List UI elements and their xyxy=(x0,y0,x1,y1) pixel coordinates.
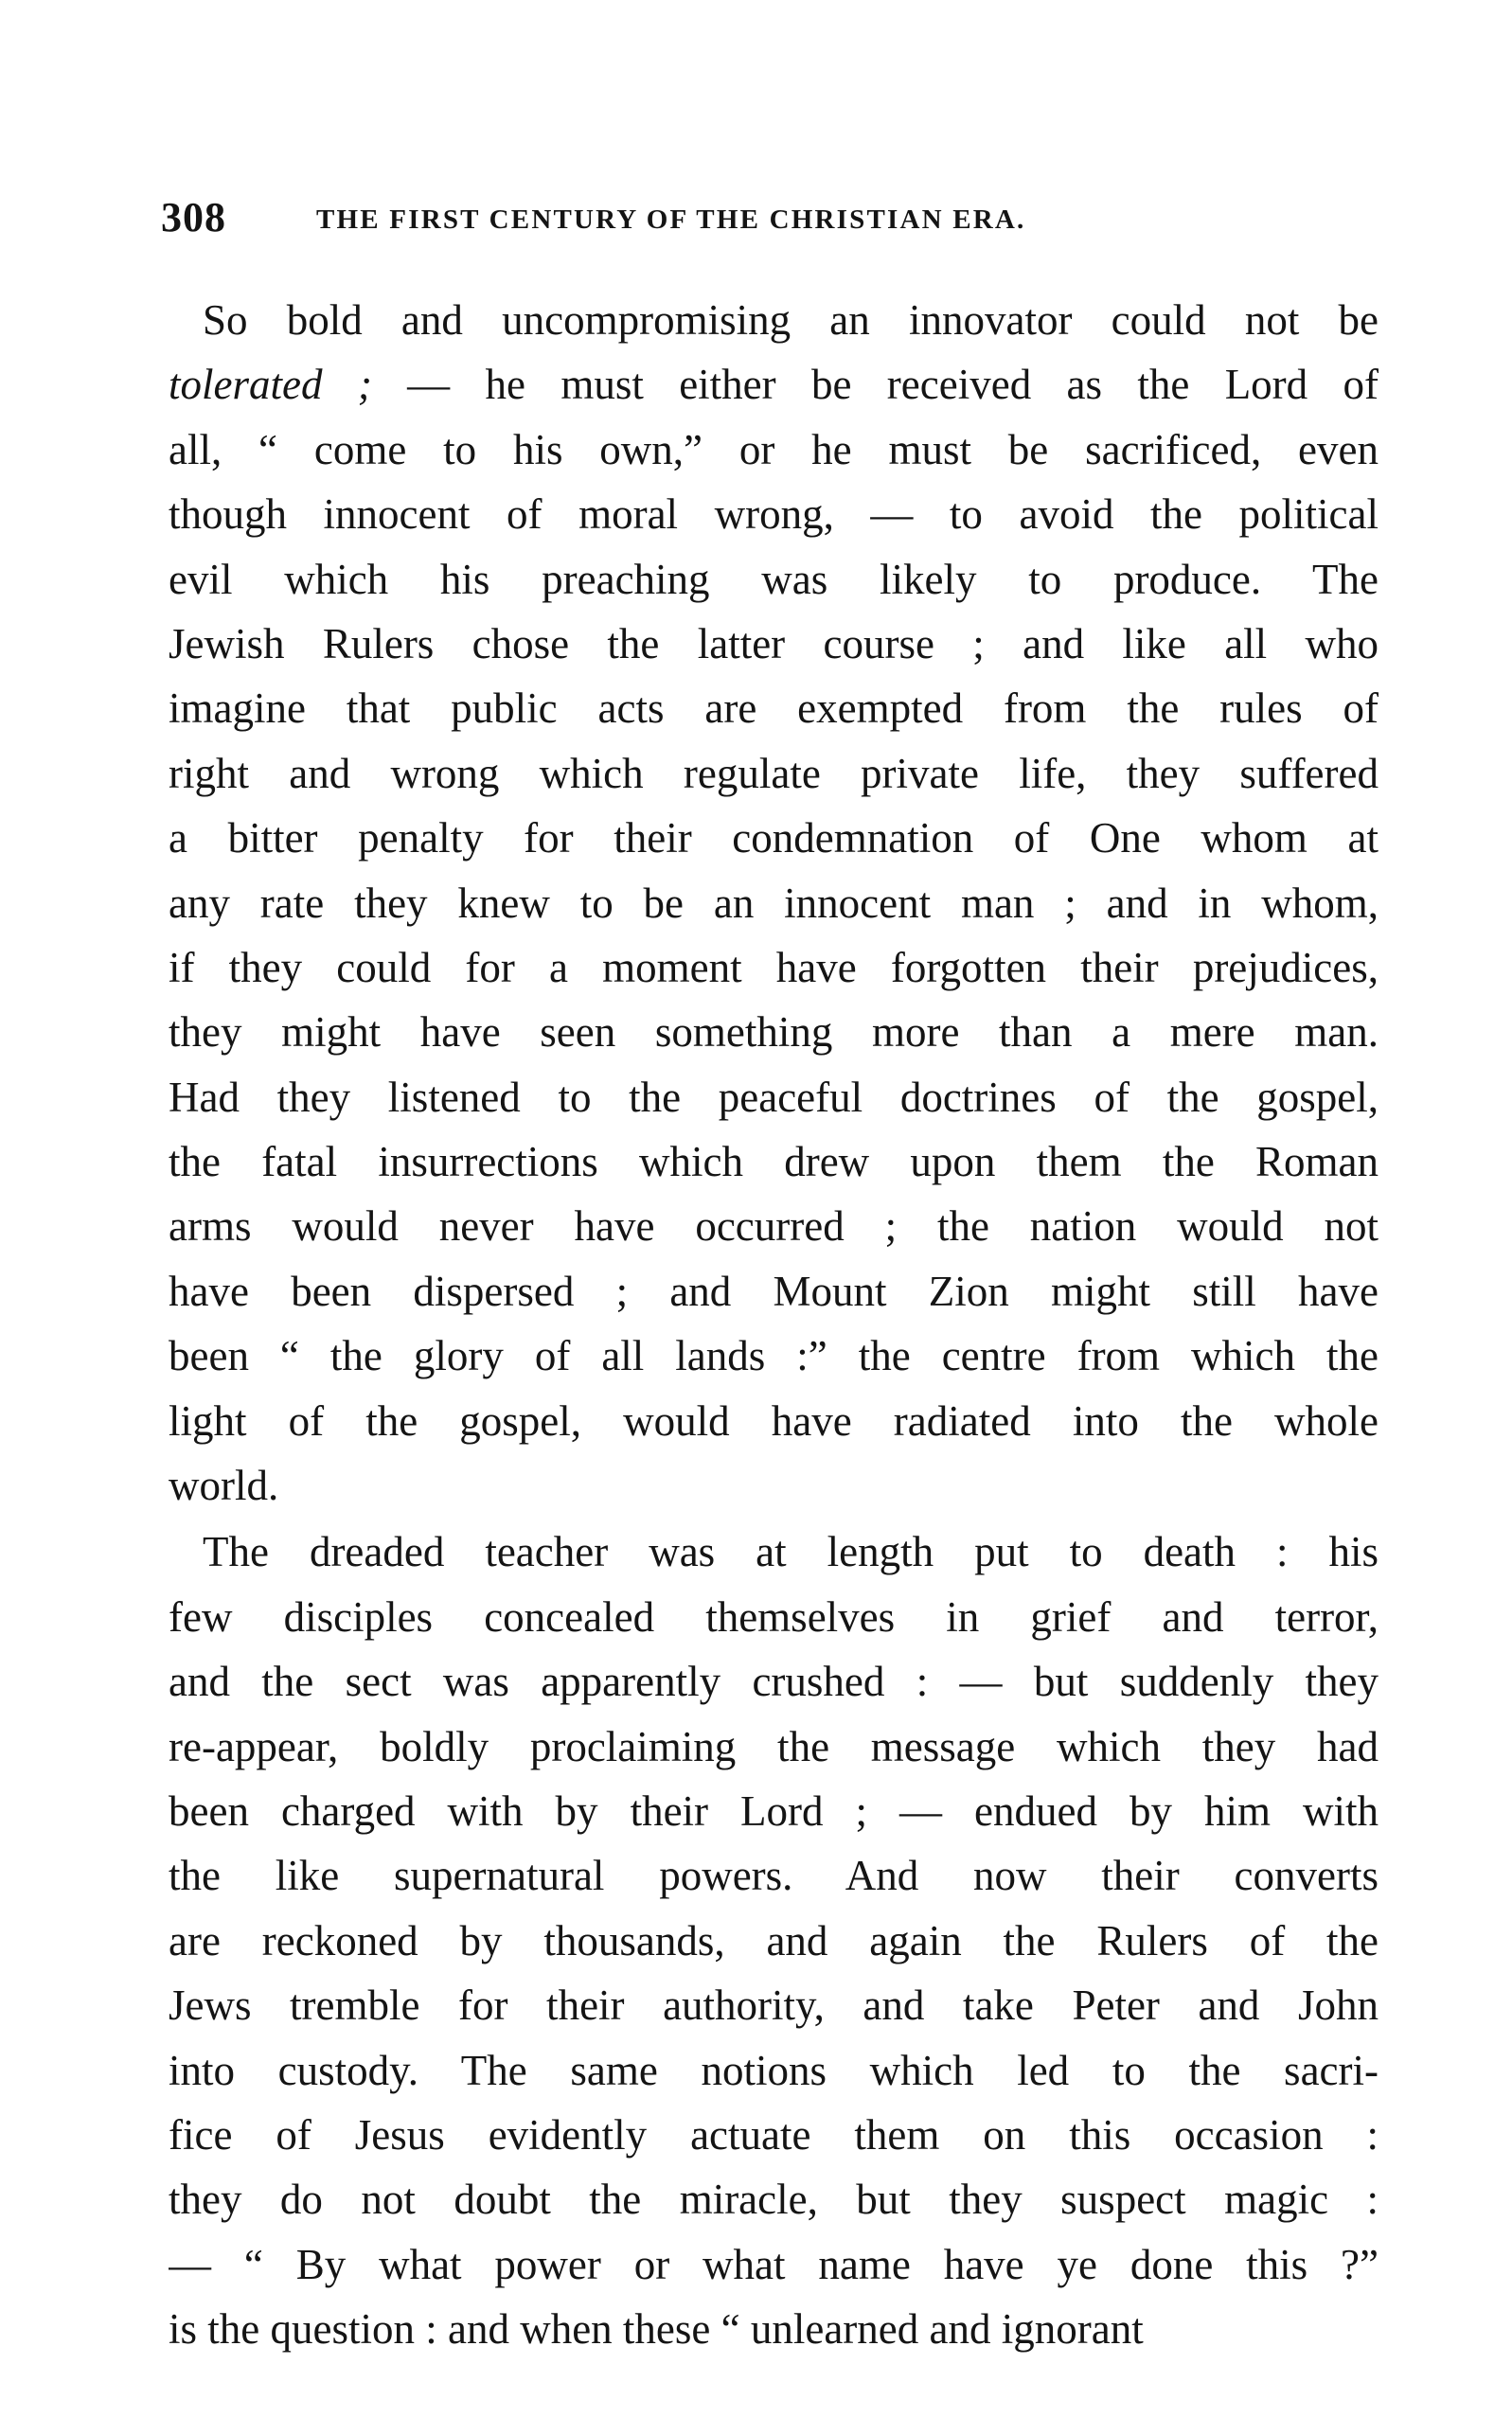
text-line: the like supernatural powers. And now their converts xyxy=(169,1852,1379,1900)
paragraph xyxy=(169,288,1379,1518)
running-title: THE FIRST CENTURY OF THE CHRISTIAN ERA. xyxy=(316,204,1026,235)
text-line: fice of Jesus evidently actuate them on this occasion : xyxy=(169,2110,1379,2159)
text-line: and the sect was apparently crushed : — but suddenly they xyxy=(169,1658,1379,1706)
text-line: re-appear, boldly proclaiming the message which they had xyxy=(169,1722,1379,1770)
page-header xyxy=(161,189,1373,246)
text-line: imagine that public acts are exempted from the rules of xyxy=(169,684,1379,733)
text-line: the fatal insurrections which drew upon them the Roman xyxy=(169,1138,1379,1186)
text-line: evil which his preaching was likely to produce. The xyxy=(169,555,1379,603)
text-line: Jews tremble for their authority, and take Peter and John xyxy=(169,1982,1379,2030)
text-line: few disciples concealed themselves in grief and terror, xyxy=(169,1592,1379,1641)
text-line: they do not doubt the miracle, but they suspect magic : xyxy=(169,2176,1379,2224)
text-line: The dreaded teacher was at length put to death : his xyxy=(203,1528,1379,1576)
text-line: been charged with by their Lord ; — endued by him with xyxy=(169,1786,1379,1835)
text-line: Jewish Rulers chose the latter course ; and like all who xyxy=(169,619,1379,667)
body-text xyxy=(169,288,1379,2362)
text-line: tolerated ; — he must either be received as the Lord of xyxy=(169,361,1379,409)
text-line: they might have seen something more than a mere man. xyxy=(169,1008,1379,1057)
text-line: light of the gospel, would have radiated into the whole xyxy=(169,1396,1379,1445)
text-line: been “ the glory of all lands :” the centre from which the xyxy=(169,1332,1379,1380)
text-line: any rate they knew to be an innocent man ; and in whom, xyxy=(169,879,1379,927)
text-line: are reckoned by thousands, and again the Rulers of the xyxy=(169,1916,1379,1964)
text-line: right and wrong which regulate private life, they suffered xyxy=(169,749,1379,797)
text-line: So bold and uncompromising an innovator could not be xyxy=(203,296,1379,344)
emphasis: tolerated ; xyxy=(169,361,372,409)
text-line: into custody. The same notions which led to the sacri- xyxy=(169,2046,1379,2094)
text-line: have been dispersed ; and Mount Zion might still have xyxy=(169,1267,1379,1315)
text-line: Had they listened to the peaceful doctrines of the gospel, xyxy=(169,1073,1379,1121)
text-line: though innocent of moral wrong, — to avoid the political xyxy=(169,490,1379,539)
text-line: is the question : and when these “ unlearned and ignorant xyxy=(169,2305,1144,2354)
paragraph xyxy=(169,1520,1379,2361)
text-line: a bitter penalty for their condemnation of One whom at xyxy=(169,814,1379,862)
text-line: world. xyxy=(169,1462,279,1510)
page-number: 308 xyxy=(161,194,226,240)
text-line: if they could for a moment have forgotten their prejudices, xyxy=(169,943,1379,991)
text-line: — “ By what power or what name have ye done this ?” xyxy=(169,2240,1379,2288)
text-line: all, “ come to his own,” or he must be sacrificed, even xyxy=(169,425,1379,473)
text-line: arms would never have occurred ; the nation would not xyxy=(169,1202,1379,1251)
